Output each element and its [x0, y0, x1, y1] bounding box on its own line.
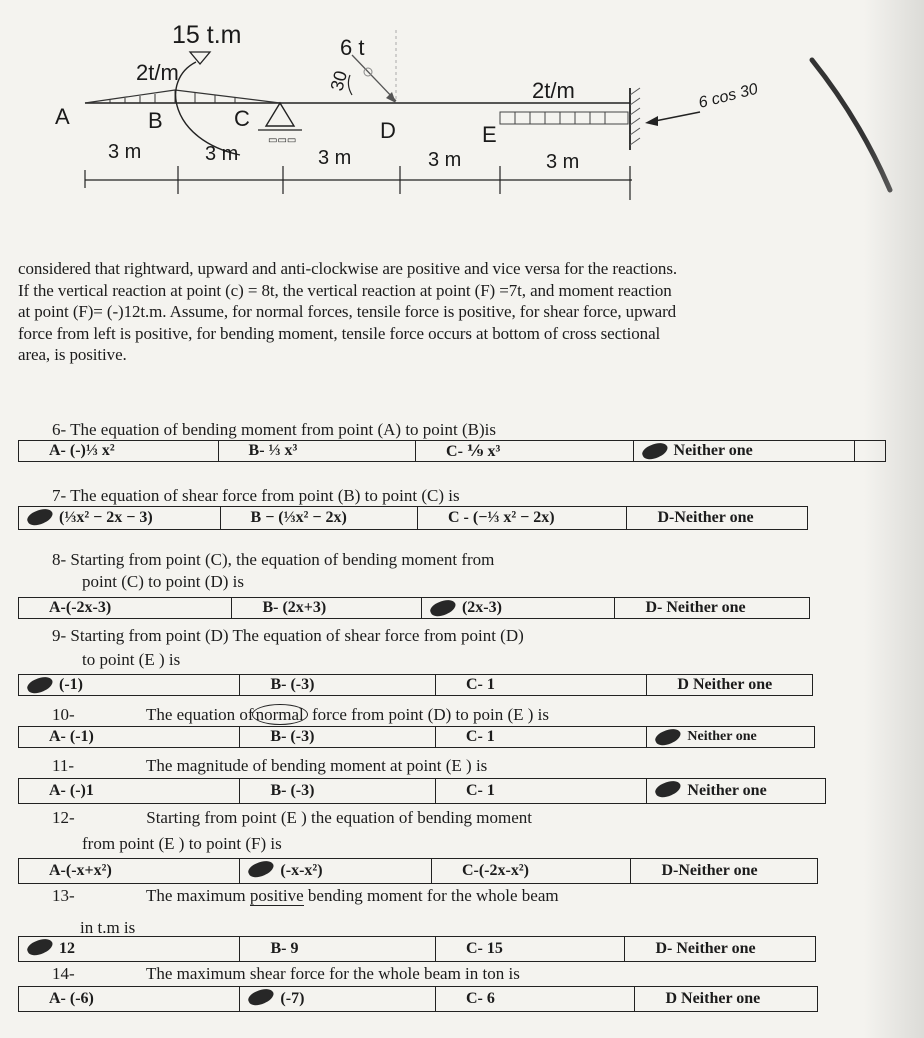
question-text: The maximum shear force for the whole beam in ton is	[145, 964, 520, 983]
option-d[interactable]: D Neither one	[677, 676, 773, 693]
option-a[interactable]: A- (-)1	[19, 779, 240, 803]
question-number: 13-	[52, 886, 75, 905]
question-8-options	[18, 597, 810, 619]
dist-load-right-label: 2t/m	[532, 78, 575, 103]
question-8-cont	[82, 572, 244, 591]
option-extra-cell	[855, 441, 885, 461]
horizontal-force-label: 6 cos 30	[696, 80, 760, 112]
question-number: 11-	[52, 756, 75, 775]
uniform-load-right	[500, 112, 628, 124]
option-c[interactable]: C- 1	[436, 675, 647, 695]
option-d[interactable]: D- Neither one	[655, 940, 756, 957]
option-b[interactable]: B- (-3)	[240, 727, 436, 747]
span-de: 3 m	[428, 149, 462, 171]
option-a-selected[interactable]: 12	[19, 937, 240, 961]
question-number: 14-	[52, 964, 75, 983]
question-text-pre: The maximum	[145, 886, 250, 905]
option-d-selected[interactable]: Neither one	[647, 779, 825, 803]
question-9	[52, 626, 524, 645]
option-d-selected[interactable]: Neither one	[647, 727, 814, 747]
question-number: 6-	[52, 420, 67, 439]
page-edge-shadow	[864, 0, 924, 1038]
option-c[interactable]: C - (−⅓ x² − 2x)	[418, 507, 627, 529]
question-number: 10-	[52, 705, 75, 724]
option-b[interactable]: B- (-3)	[240, 779, 436, 803]
question-text-line2: from point (E ) to point (F) is	[82, 834, 282, 853]
option-b[interactable]: B- (-3)	[240, 675, 436, 695]
option-c[interactable]: C- 1	[436, 727, 647, 747]
option-a[interactable]: A-(-x+x²)	[19, 859, 240, 883]
question-10-options	[18, 726, 815, 748]
moment-label: 15 t.m	[172, 21, 242, 49]
option-a[interactable]: A- (-1)	[19, 727, 240, 747]
support-hatch: ▭▭▭	[268, 135, 297, 146]
moment-arc	[176, 62, 240, 155]
question-13-options	[18, 936, 816, 962]
question-text-line2: point (C) to point (D) is	[82, 572, 244, 591]
question-text: Starting from point (C), the equation of bending moment from	[70, 550, 495, 569]
question-text: Starting from point (E ) the equation of bending moment	[146, 808, 532, 827]
question-6	[52, 420, 496, 439]
question-text: The magnitude of bending moment at point (E ) is	[145, 756, 488, 775]
option-a[interactable]: A- (-)⅓ x²	[19, 441, 219, 461]
beam-diagram	[0, 0, 924, 215]
question-number: 8-	[52, 550, 67, 569]
question-8	[52, 550, 494, 569]
span-ab: 3 m	[108, 141, 142, 163]
option-c[interactable]: C- 15	[436, 937, 626, 961]
question-6-options	[18, 440, 886, 462]
question-text-line2: in t.m is	[80, 918, 136, 937]
option-c[interactable]: C- 6	[436, 987, 636, 1011]
question-13-cont	[80, 918, 135, 937]
option-c-selected[interactable]: (2x-3)	[422, 598, 616, 618]
option-d[interactable]: D-Neither one	[657, 509, 754, 526]
option-d-selected[interactable]: Neither one	[634, 441, 855, 461]
option-a-selected[interactable]: (⅓x² − 2x − 3)	[19, 507, 221, 529]
question-text-pre: The equation of	[145, 705, 254, 724]
question-14-options	[18, 986, 818, 1012]
option-d[interactable]: D Neither one	[665, 990, 761, 1007]
option-d[interactable]: D- Neither one	[645, 599, 746, 616]
option-b[interactable]: B- ⅓ x³	[219, 441, 417, 461]
option-b-selected[interactable]: (-7)	[240, 987, 436, 1011]
angle-label: 30	[326, 68, 352, 94]
question-text-post: force from point (D) to poin (E ) is	[307, 705, 549, 724]
question-14	[52, 964, 520, 983]
span-ef: 3 m	[546, 151, 580, 173]
underlined-word: positive	[249, 886, 304, 905]
moment-arrowhead	[190, 52, 210, 64]
question-10	[52, 704, 549, 725]
dist-load-left-label: 2t/m	[136, 60, 179, 85]
question-number: 12-	[52, 808, 75, 827]
question-7	[52, 486, 460, 505]
option-d[interactable]: D-Neither one	[661, 862, 758, 879]
question-number: 9-	[52, 626, 67, 645]
question-9-cont	[82, 650, 180, 669]
question-number: 7-	[52, 486, 67, 505]
triangular-load	[85, 90, 280, 103]
option-b[interactable]: B- (2x+3)	[232, 598, 422, 618]
point-load-label: 6 t	[340, 35, 365, 60]
option-b[interactable]: B- 9	[240, 937, 436, 961]
option-a[interactable]: A- (-6)	[19, 987, 240, 1011]
option-a-selected[interactable]: (-1)	[19, 675, 240, 695]
question-text: Starting from point (D) The equation of shear force from point (D)	[70, 626, 524, 645]
question-13	[52, 886, 559, 905]
option-b[interactable]: B − (⅓x² − 2x)	[221, 507, 418, 529]
question-7-options	[18, 506, 808, 530]
span-cd: 3 m	[318, 147, 352, 169]
option-a[interactable]: A-(-2x-3)	[19, 598, 232, 618]
question-12-options	[18, 858, 818, 884]
question-text-line2: to point (E ) is	[82, 650, 181, 669]
point-label-e: E	[482, 122, 497, 147]
option-c[interactable]: C- ⅑ x³	[416, 441, 633, 461]
point-label-b: B	[148, 108, 163, 133]
pin-support-c	[266, 103, 294, 126]
span-bc: 3 m	[205, 143, 239, 165]
question-text-post: bending moment for the whole beam	[303, 886, 559, 905]
question-text: The equation of bending moment from point (A) to point (B)is	[70, 420, 496, 439]
question-11-options	[18, 778, 826, 804]
option-b-selected[interactable]: (-x-x²)	[240, 859, 432, 883]
point-label-c: C	[234, 106, 250, 131]
circled-word: normal	[252, 704, 308, 725]
question-text: The equation of shear force from point (B) to point (C) is	[70, 486, 460, 505]
point-label-a: A	[55, 104, 70, 129]
point-label-d: D	[380, 118, 396, 143]
question-12-cont	[82, 834, 282, 853]
question-12	[52, 808, 532, 827]
option-c[interactable]: C- 1	[436, 779, 647, 803]
point-load-arrow	[352, 55, 396, 101]
problem-statement: considered that rightward, upward and anti-clockwise are positive and vice versa for the reactions. If the vertical reaction at point (c) = 8t, the vertical reaction at point (F) =7t, and moment reaction at point (F)= (-)12t.m. Assume, for normal forces, tensile force is positive, for shear force, upward force from left is positive, for bending moment, tensile force occurs at bottom of cross sectional area, is positive.	[18, 259, 677, 364]
question-11	[52, 756, 487, 775]
option-c[interactable]: C-(-2x-x²)	[432, 859, 632, 883]
question-9-options	[18, 674, 813, 696]
